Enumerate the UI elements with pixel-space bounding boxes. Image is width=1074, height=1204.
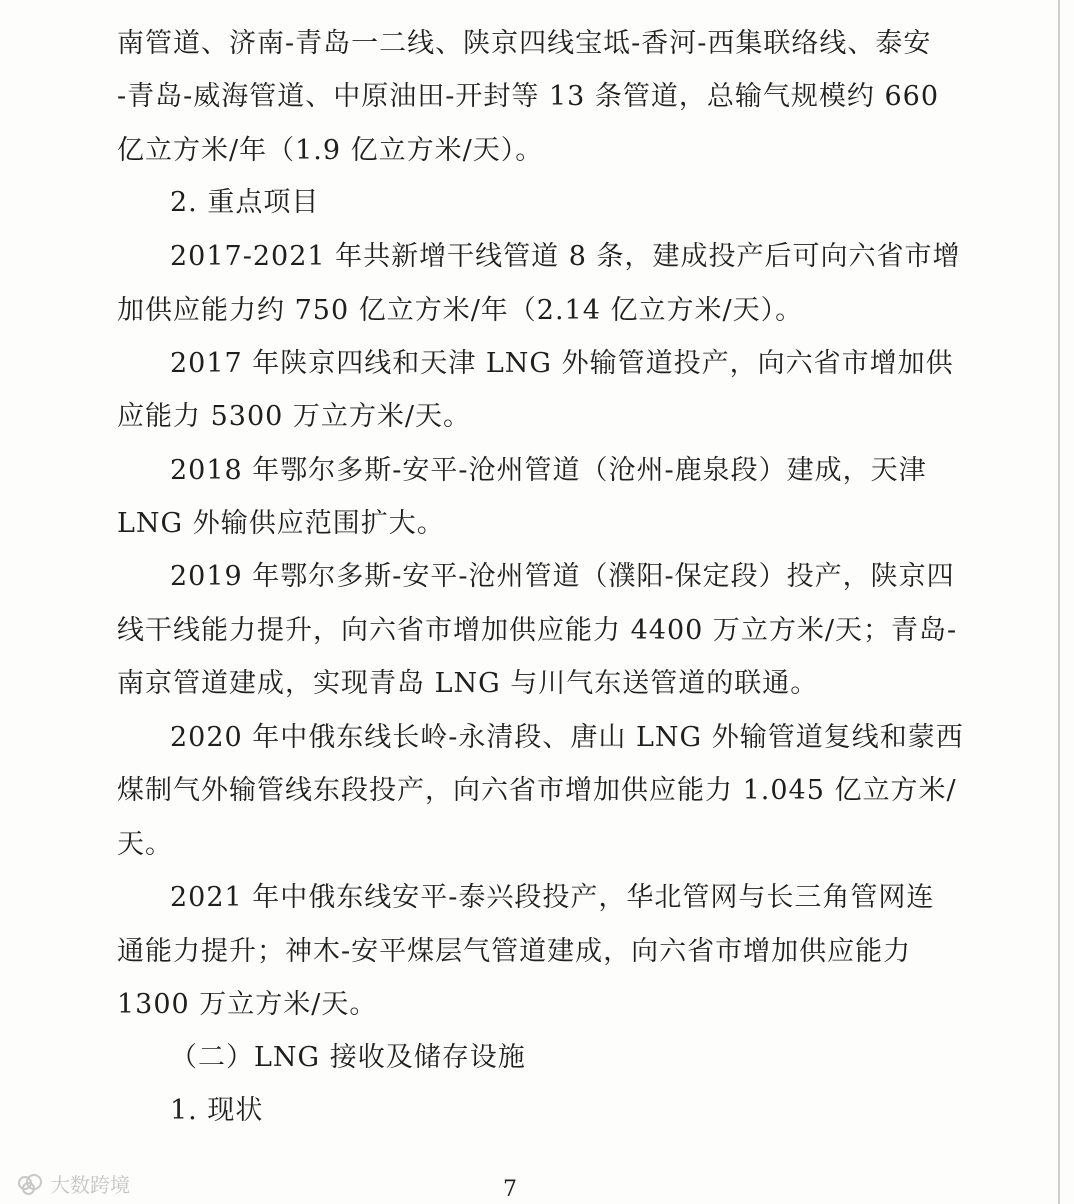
paragraph-line: 2021 年中俄东线安平-泰兴段投产，华北管网与长三角管网连 [170, 882, 935, 913]
watermark [18, 1168, 130, 1198]
paragraph-line: 煤制气外输管线东段投产，向六省市增加供应能力 1.045 亿立方米/ [117, 775, 957, 806]
paragraph-line: 应能力 5300 万立方米/天。 [117, 401, 471, 432]
paragraph-line: 通能力提升；神木-安平煤层气管道建成，向六省市增加供应能力 [117, 936, 912, 967]
paragraph-line: 2018 年鄂尔多斯-安平-沧州管道（沧州-鹿泉段）建成，天津 [170, 455, 927, 486]
paragraph-line: -青岛-威海管道、中原油田-开封等 13 条管道，总输气规模约 660 [117, 81, 940, 112]
paragraph-line: 加供应能力约 750 亿立方米/年（2.14 亿立方米/天）。 [117, 295, 804, 326]
section-heading: 2. 重点项目 [170, 187, 320, 218]
paragraph-line: 2020 年中俄东线长岭-永清段、唐山 LNG 外输管道复线和蒙西 [170, 722, 964, 753]
paragraph-line: 2017-2021 年共新增干线管道 8 条，建成投产后可向六省市增 [170, 241, 961, 272]
paragraph-line: 南管道、济南-青岛一二线、陕京四线宝坻-香河-西集联络线、泰安 [117, 28, 932, 59]
paragraph-line: 2017 年陕京四线和天津 LNG 外输管道投产，向六省市增加供 [170, 348, 954, 379]
paragraph-line: 2019 年鄂尔多斯-安平-沧州管道（濮阳-保定段）投产，陕京四 [170, 561, 955, 592]
interlocking-circles-icon [18, 1172, 44, 1194]
paragraph-line: 天。 [117, 829, 173, 860]
page-number: 7 [503, 1177, 517, 1202]
watermark-text: 大数跨境 [50, 1172, 130, 1197]
paragraph-line: LNG 外输供应范围扩大。 [117, 508, 445, 539]
paragraph-line: 1300 万立方米/天。 [117, 989, 378, 1020]
paragraph-line: 亿立方米/年（1.9 亿立方米/天）。 [117, 135, 544, 166]
paragraph-line: 南京管道建成，实现青岛 LNG 与川气东送管道的联通。 [117, 668, 819, 699]
subsection-heading: 1. 现状 [170, 1095, 264, 1126]
section-heading: （二）LNG 接收及储存设施 [170, 1042, 526, 1073]
paragraph-line: 线干线能力提升，向六省市增加供应能力 4400 万立方米/天；青岛- [117, 615, 958, 646]
page-edge-divider [1058, 0, 1060, 1204]
